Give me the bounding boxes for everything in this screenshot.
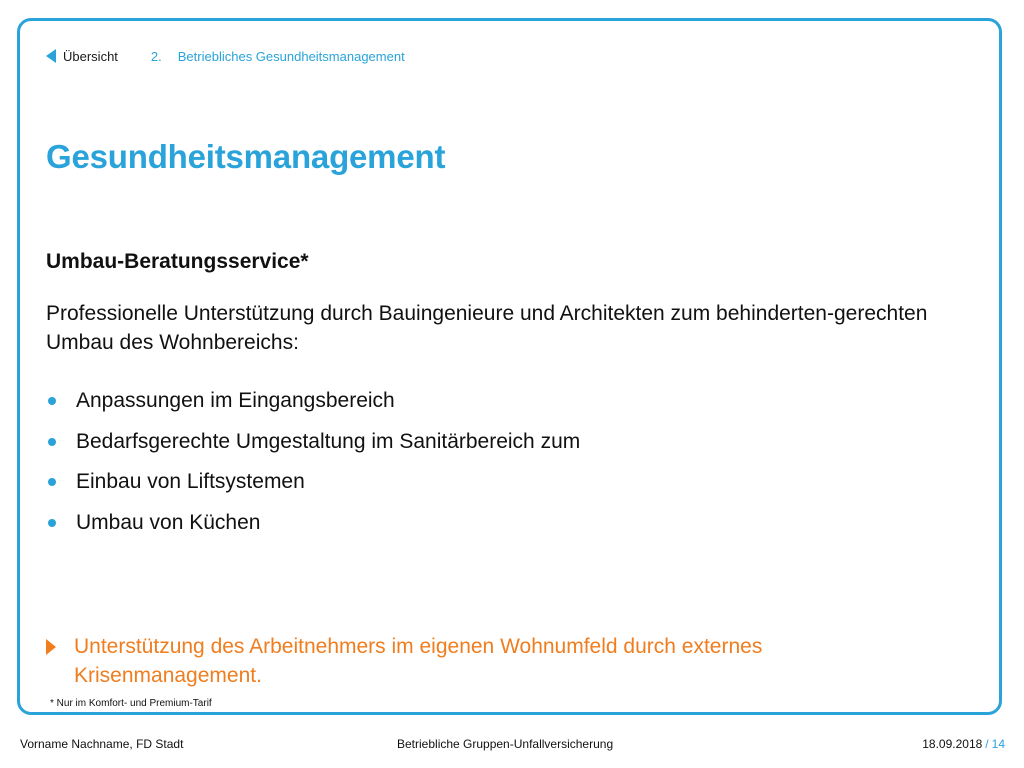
arrow-right-icon [46, 639, 56, 655]
triangle-left-icon [46, 49, 56, 63]
highlight-statement [46, 632, 946, 690]
footer-date: 18.09.2018 [922, 737, 983, 751]
bullet-list [46, 381, 580, 543]
bullet-dot-icon [48, 519, 56, 527]
intro-paragraph: Professionelle Unterstützung durch Bauingenieure und Architekten zum behinderten-gerechten Umbau des Wohnbereichs: [46, 302, 928, 354]
section-subtitle: Umbau-Beratungsservice* [46, 250, 309, 273]
footer-title: Betriebliche Gruppen-Unfallversicherung [397, 737, 614, 751]
overview-link-label: Übersicht [63, 48, 118, 64]
breadcrumb[interactable] [151, 49, 405, 64]
slide-footer [0, 737, 1024, 755]
bullet-item [46, 422, 580, 463]
slide-frame [17, 18, 1002, 715]
bullet-item [46, 381, 580, 422]
bullet-dot-icon [48, 438, 56, 446]
footnote: * Nur im Komfort- und Premium-Tarif [50, 698, 212, 709]
bullet-item [46, 503, 580, 544]
breadcrumb-number: 2. [150, 48, 162, 64]
footer-date-page [922, 737, 1005, 751]
page-number: 14 [991, 737, 1005, 751]
bullet-item [46, 462, 580, 503]
bullet-text: Bedarfsgerechte Umgestaltung im Sanitärbereich zum [76, 429, 581, 453]
footer-author: Vorname Nachname, FD Stadt [20, 737, 184, 751]
bullet-dot-icon [48, 478, 56, 486]
highlight-text: Unterstützung des Arbeitnehmers im eigenen Wohnumfeld durch externes Krisenmanagement. [74, 635, 763, 687]
top-navigation [46, 46, 405, 66]
bullet-text: Umbau von Küchen [76, 510, 261, 534]
bullet-text: Einbau von Liftsystemen [76, 470, 305, 494]
overview-link[interactable] [46, 49, 118, 64]
breadcrumb-label: Betriebliches Gesundheitsmanagement [177, 48, 405, 64]
page-title: Gesundheitsmanagement [46, 138, 446, 175]
bullet-dot-icon [48, 397, 56, 405]
bullet-text: Anpassungen im Eingangsbereich [76, 389, 395, 413]
footer-separator: / [985, 737, 989, 751]
